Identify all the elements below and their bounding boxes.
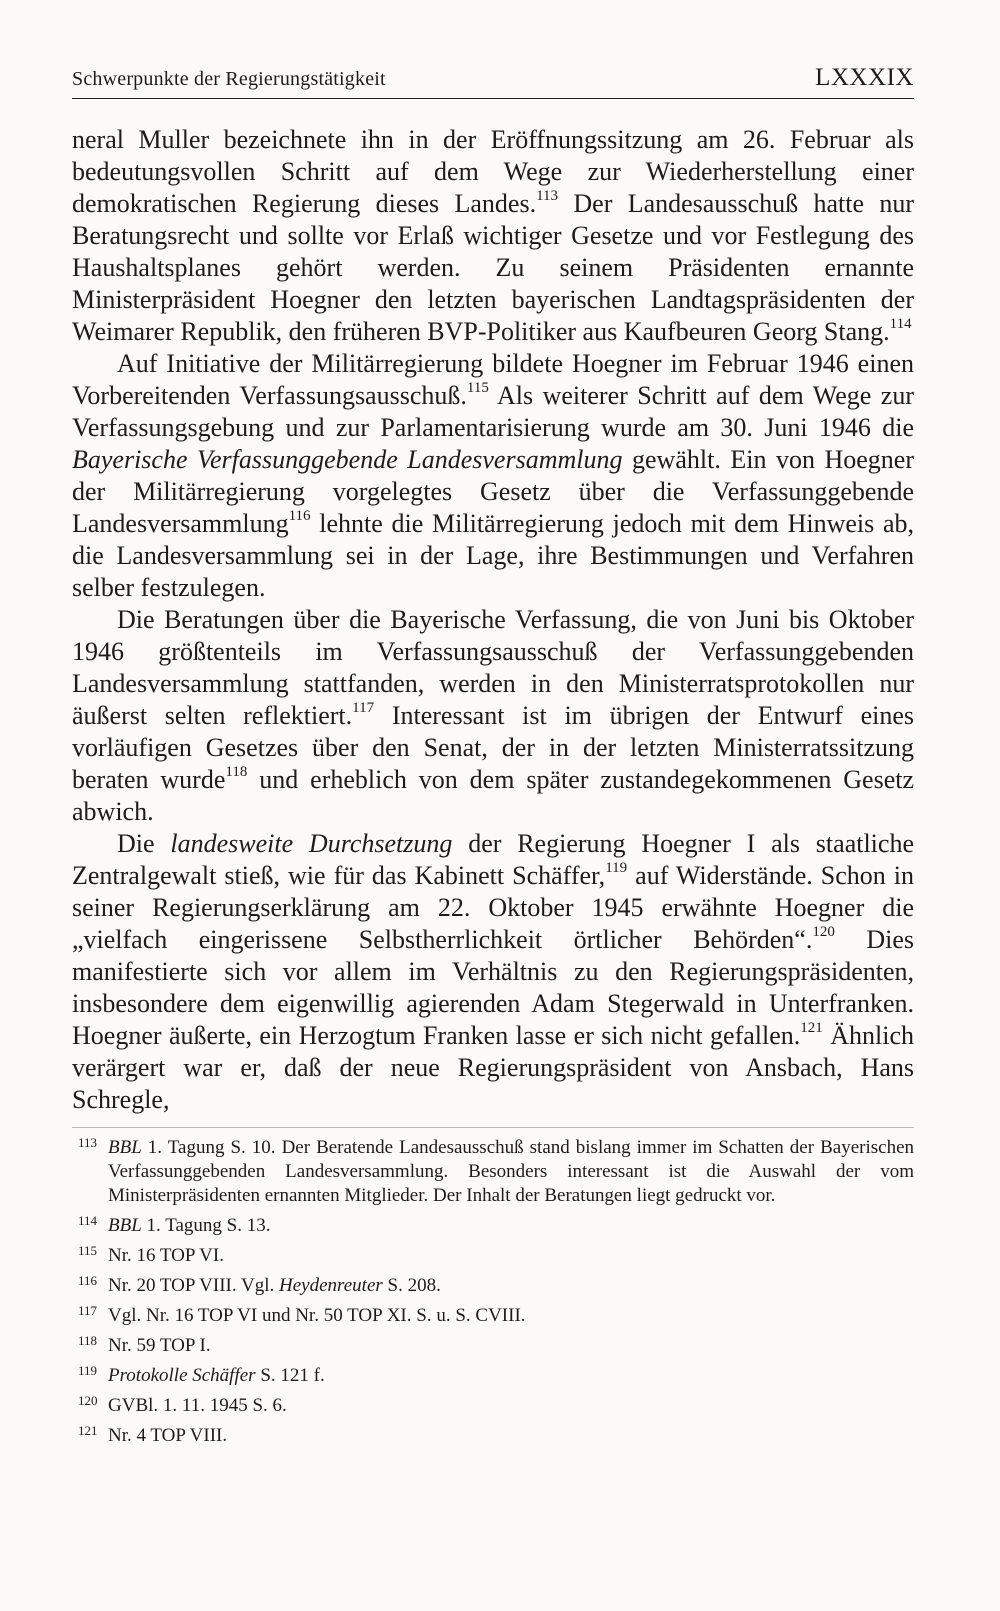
footnote-120 [72,1394,914,1418]
emphasis: BBL [108,1137,142,1158]
paragraph-3 [72,604,914,828]
footnote-text: Vgl. Nr. 16 TOP VI und Nr. 50 TOP XI. S. u. S. CVIII. [108,1305,526,1326]
footnote-121 [72,1424,914,1448]
text-run: Der Landesausschuß hatte nur Beratungsrecht und sollte vor Erlaß wichtiger Gesetze und vor Festlegung des Haushaltsplanes gehört werden. Zu seinem Präsidenten ernannte Ministerpräsident Hoegner den letzten bayerischen Landtagspräsidenten der Weimarer Republik, den früheren BVP-Politiker aus Kaufbeuren Georg Stang. [72,189,915,346]
footnote-number: 115 [78,1243,98,1258]
footnote-116 [72,1274,914,1298]
footnote-number: 118 [78,1333,98,1348]
footnote-119 [72,1364,914,1388]
body-text [72,124,914,1116]
footnote-ref[interactable]: 113 [536,188,559,204]
footnote-ref[interactable]: 115 [466,380,489,396]
emphasis: Protokolle Schäffer [108,1365,256,1386]
footnote-number: 113 [78,1135,98,1150]
footnote-number: 119 [78,1363,98,1378]
text-run: und erheblich von dem später zustandegekommenen Gesetz abwich. [72,765,914,826]
emphasis: BBL [108,1215,142,1236]
footnote-113 [72,1136,914,1208]
footnotes [72,1136,914,1454]
paragraph-4 [72,828,914,1116]
footnote-number: 120 [78,1393,98,1408]
footnote-ref[interactable]: 116 [288,508,311,524]
emphasis: Bayerische Verfassunggebende Landesversammlung [72,445,623,474]
emphasis: Heydenreuter [279,1275,383,1296]
footnote-text: Nr. 59 TOP I. [108,1335,211,1356]
footnote-number: 121 [78,1423,98,1438]
footnote-text: S. 208. [382,1275,441,1296]
footnote-number: 116 [78,1273,98,1288]
text-run: Die [117,829,171,858]
text-run: der Regierung Hoegner I als staatliche Zentralgewalt stieß, wie für das Kabinett Schäffer, [72,829,914,890]
footnote-115 [72,1244,914,1268]
footnote-118 [72,1334,914,1358]
footnote-ref[interactable]: 114 [889,316,912,332]
footnote-117 [72,1304,914,1328]
footnote-text: 1. Tagung S. 13. [141,1215,271,1236]
footnote-divider [72,1127,914,1128]
text-run: auf Widerstände. Schon in seiner Regierungserklärung am 22. Oktober 1945 erwähnte Hoegner die „vielfach eingerissene Selbstherrlichkeit örtlicher Behörden“. [72,861,915,954]
header-section-title: Schwerpunkte der Regierungstätigkeit [72,68,386,90]
footnote-ref[interactable]: 121 [800,1020,823,1036]
footnote-number: 117 [78,1303,98,1318]
running-header [72,58,914,99]
text-run: Dies manifestierte sich vor allem im Verhältnis zu den Regierungspräsidenten, insbesondere dem eigenwillig agierenden Adam Stegerwald in Unterfranken. Hoegner äußerte, ein Herzogtum Franken lasse er sich nicht gefallen. [72,925,914,1050]
footnote-text: S. 121 f. [255,1365,325,1386]
text-run: Interessant ist im übrigen der Entwurf eines vorläufigen Gesetzes über den Senat, der in der letzten Ministerratssitzung beraten wurde [72,701,915,794]
footnote-text: GVBl. 1. 11. 1945 S. 6. [108,1395,287,1416]
footnote-ref[interactable]: 119 [605,860,628,876]
footnote-text: 1. Tagung S. 10. Der Beratende Landesausschuß stand bislang immer im Schatten der Bayerischen Verfassunggebenden Landesversammlung. Besonders interessant ist die Auswahl der vom Ministerpräsidenten ernannten Mitglieder. Der Inhalt der Beratungen liegt gedruckt vor. [108,1137,914,1206]
emphasis: landesweite Durchsetzung [170,829,453,858]
footnote-ref[interactable]: 117 [352,700,375,716]
footnote-ref[interactable]: 118 [225,764,248,780]
text-run: lehnte die Militärregierung jedoch mit dem Hinweis ab, die Landesversammlung sei in der Lage, ihre Bestimmungen und Verfahren selber festzulegen. [72,509,914,602]
text-run: Als weiterer Schritt auf dem Wege zur Verfassungsgebung und zur Parlamentarisierung wurde am 30. Juni 1946 die [72,381,915,442]
footnote-text: Nr. 16 TOP VI. [108,1245,224,1266]
text-run: Die Beratungen über die Bayerische Verfassung, die von Juni bis Oktober 1946 größtenteils im Verfassungsausschuß der Verfassunggebenden Landesversammlung stattfanden, werden in den Ministerratsprotokollen nur äußerst selten reflektiert. [72,605,914,730]
footnote-ref[interactable]: 120 [812,924,835,940]
footnote-number: 114 [78,1213,98,1228]
text-run: Ähnlich verärgert war er, daß der neue Regierungspräsident von Ansbach, Hans Schregle, [72,1021,914,1114]
footnote-text: Nr. 4 TOP VIII. [108,1425,228,1446]
footnote-text: Nr. 20 TOP VIII. Vgl. [108,1275,280,1296]
footnote-114 [72,1214,914,1238]
paragraph-2 [72,348,914,604]
text-run: neral Muller bezeichnete ihn in der Eröffnungssitzung am 26. Februar als bedeutungsvollen Schritt auf dem Wege zur Wiederherstellung einer demokratischen Regierung dieses Landes. [72,125,914,218]
paragraph-1 [72,124,914,348]
page-number: LXXXIX [815,64,914,91]
text-run: Auf Initiative der Militärregierung bildete Hoegner im Februar 1946 einen Vorbereitenden Verfassungsausschuß. [72,349,914,410]
text-run: gewählt. Ein von Hoegner der Militärregierung vorgelegtes Gesetz über die Verfassunggebende Landesversammlung [72,445,914,538]
